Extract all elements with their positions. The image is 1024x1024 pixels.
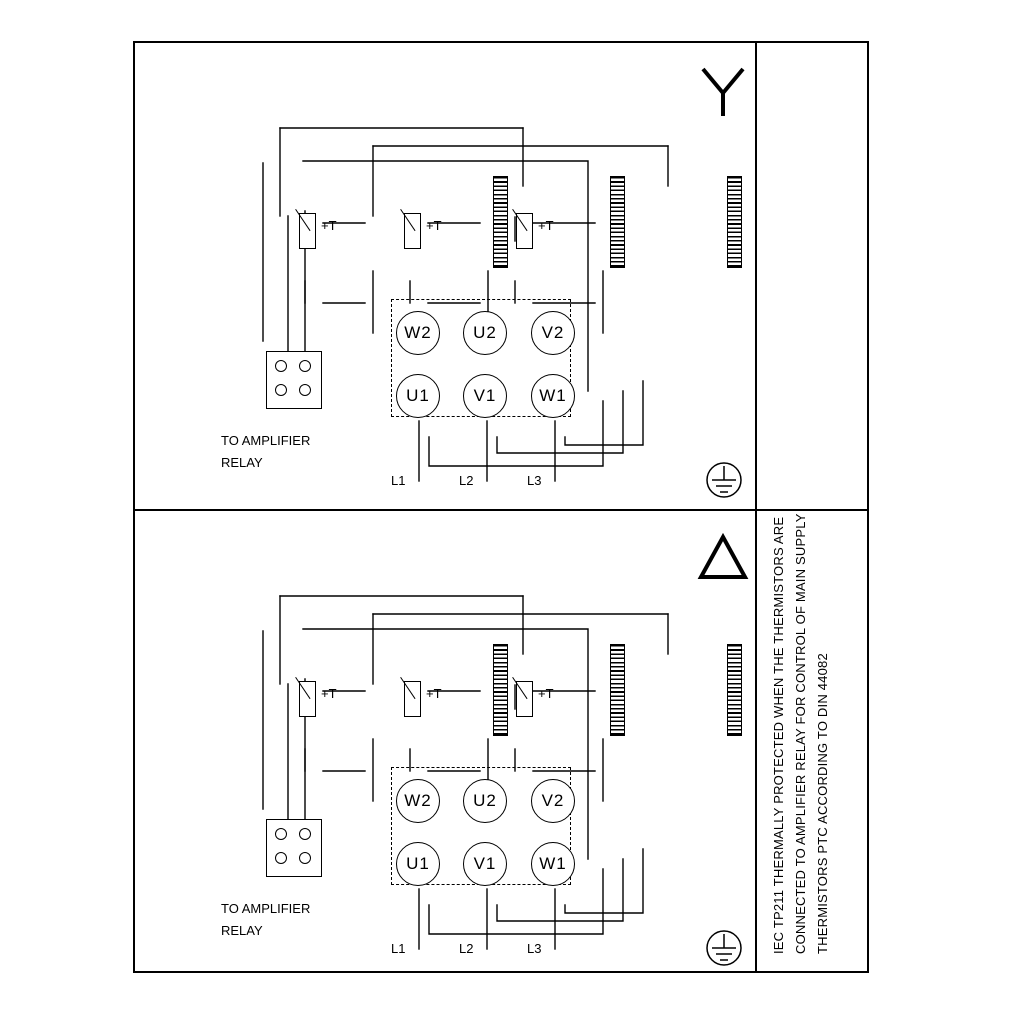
earth-ground-symbol bbox=[698, 456, 750, 504]
ptc-thermistor-3 bbox=[516, 681, 533, 717]
connector-hole-1 bbox=[275, 828, 287, 840]
thermistor-label-1: +T bbox=[321, 218, 337, 233]
delta-symbol bbox=[693, 529, 753, 585]
supply-label-l2: L2 bbox=[459, 473, 474, 488]
motor-winding-coil-2 bbox=[610, 644, 625, 736]
note-line-1: IEC TP211 THERMALLY PROTECTED WHEN THE THERMISTORS ARE bbox=[771, 516, 786, 954]
ptc-thermistor-2 bbox=[404, 681, 421, 717]
thermistor-label-2: +T bbox=[426, 686, 442, 701]
star-connection-panel bbox=[133, 41, 755, 509]
thermistor-label-3: +T bbox=[538, 218, 554, 233]
ptc-thermistor-1 bbox=[299, 681, 316, 717]
motor-winding-coil-3 bbox=[727, 176, 742, 268]
terminal-v2: V2 bbox=[531, 311, 575, 355]
thermistor-label-1: +T bbox=[321, 686, 337, 701]
supply-label-l1: L1 bbox=[391, 473, 406, 488]
ptc-thermistor-2 bbox=[404, 213, 421, 249]
earth-ground-symbol bbox=[698, 924, 750, 972]
motor-winding-coil-1 bbox=[493, 644, 508, 736]
ptc-thermistor-1 bbox=[299, 213, 316, 249]
connector-hole-4 bbox=[299, 384, 311, 396]
note-line-3: THERMISTORS PTC ACCORDING TO DIN 44082 bbox=[815, 653, 830, 954]
amplifier-connector-block bbox=[266, 351, 322, 409]
thermistor-label-3: +T bbox=[538, 686, 554, 701]
terminal-v2: V2 bbox=[531, 779, 575, 823]
thermistor-label-2: +T bbox=[426, 218, 442, 233]
supply-label-l1: L1 bbox=[391, 941, 406, 956]
terminal-w2: W2 bbox=[396, 311, 440, 355]
terminal-u2: U2 bbox=[463, 311, 507, 355]
terminal-v1: V1 bbox=[463, 842, 507, 886]
motor-winding-coil-1 bbox=[493, 176, 508, 268]
connector-hole-2 bbox=[299, 360, 311, 372]
note-column bbox=[755, 41, 869, 973]
motor-winding-coil-2 bbox=[610, 176, 625, 268]
motor-winding-coil-3 bbox=[727, 644, 742, 736]
supply-label-l2: L2 bbox=[459, 941, 474, 956]
amplifier-relay-label-line1: TO AMPLIFIER bbox=[221, 901, 311, 916]
supply-label-l3: L3 bbox=[527, 941, 542, 956]
delta-connection-panel bbox=[133, 509, 755, 977]
terminal-u1: U1 bbox=[396, 374, 440, 418]
supply-label-l3: L3 bbox=[527, 473, 542, 488]
connector-hole-1 bbox=[275, 360, 287, 372]
note-line-2: CONNECTED TO AMPLIFIER RELAY FOR CONTROL OF MAIN SUPPLY bbox=[793, 513, 808, 954]
terminal-u2: U2 bbox=[463, 779, 507, 823]
terminal-w1: W1 bbox=[531, 374, 575, 418]
amplifier-relay-label-line2: RELAY bbox=[221, 455, 263, 470]
amplifier-connector-block bbox=[266, 819, 322, 877]
connector-hole-2 bbox=[299, 828, 311, 840]
amplifier-relay-label-line2: RELAY bbox=[221, 923, 263, 938]
wye-symbol bbox=[693, 61, 753, 121]
connector-hole-4 bbox=[299, 852, 311, 864]
terminal-u1: U1 bbox=[396, 842, 440, 886]
connector-hole-3 bbox=[275, 852, 287, 864]
terminal-w2: W2 bbox=[396, 779, 440, 823]
amplifier-relay-label-line1: TO AMPLIFIER bbox=[221, 433, 311, 448]
connector-hole-3 bbox=[275, 384, 287, 396]
ptc-thermistor-3 bbox=[516, 213, 533, 249]
terminal-w1: W1 bbox=[531, 842, 575, 886]
terminal-v1: V1 bbox=[463, 374, 507, 418]
